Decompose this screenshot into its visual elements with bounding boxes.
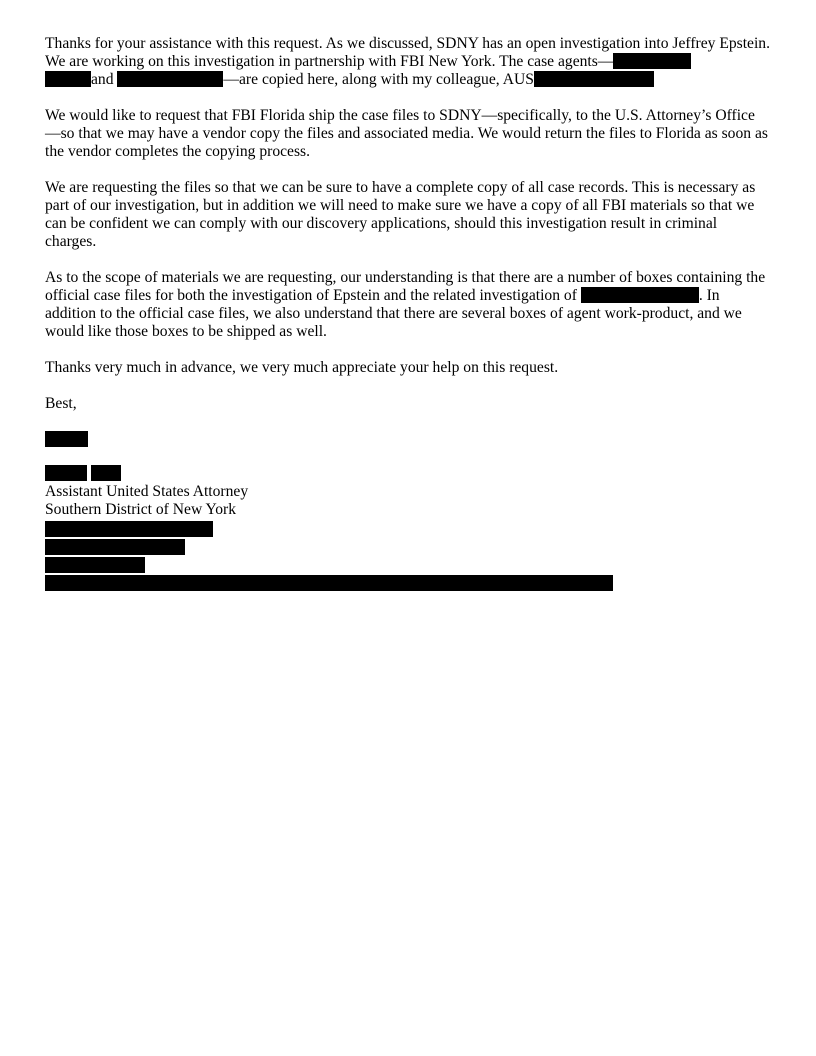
redaction-footer-line	[45, 575, 613, 591]
redaction-agent-1b	[45, 71, 91, 87]
redaction-agent-2	[117, 71, 223, 87]
redaction-phone	[45, 557, 145, 573]
intro-text-1: Thanks for your assistance with this request. As we discussed, SDNY has an open investigation into Jeffrey Epstein. We are working on this investigation in partnership with FBI New York. The case agents—	[45, 35, 770, 70]
signature-office: Southern District of New York	[45, 501, 237, 518]
redaction-colleague	[534, 71, 654, 87]
redaction-agent-1a	[613, 53, 691, 69]
paragraph-request: We would like to request that FBI Florida ship the case files to SDNY—specifically, to the U.S. Attorney’s Office—so that we may have a vendor copy the files and associated media. We would return the files to Florida as soon as the vendor completes the copying process.	[45, 107, 768, 160]
redaction-signature-name	[45, 465, 770, 481]
paragraph-scope	[45, 269, 770, 341]
redaction-first-name	[45, 465, 87, 481]
scope-text-2: . In addition to the official case files, we also understand that there are several boxes of agent work-product, and we would like those boxes to be shipped as well.	[45, 287, 742, 340]
redaction-last-name	[91, 465, 121, 481]
intro-text-3: —are copied here, along with my colleague, AUS	[223, 71, 534, 88]
paragraph-reason: We are requesting the files so that we can be sure to have a complete copy of all case records. This is necessary as part of our investigation, but in addition we will need to make sure we have a copy of all FBI materials so that we can be confident we can comply with our discovery applications, should this investigation result in criminal charges.	[45, 179, 756, 250]
redaction-address-1	[45, 521, 213, 537]
signature-block	[45, 431, 770, 591]
closing: Best,	[45, 395, 77, 412]
scope-text-1: As to the scope of materials we are requesting, our understanding is that there are a number of boxes containing the official case files for both the investigation of Epstein and the related investigation of	[45, 269, 766, 304]
paragraph-intro	[45, 35, 770, 89]
redaction-address-2	[45, 539, 185, 555]
intro-text-2: and	[91, 71, 118, 88]
redaction-related-investigation	[581, 287, 699, 303]
paragraph-thanks: Thanks very much in advance, we very much appreciate your help on this request.	[45, 359, 559, 376]
redaction-signature-initials	[45, 431, 88, 447]
signature-title: Assistant United States Attorney	[45, 483, 249, 500]
